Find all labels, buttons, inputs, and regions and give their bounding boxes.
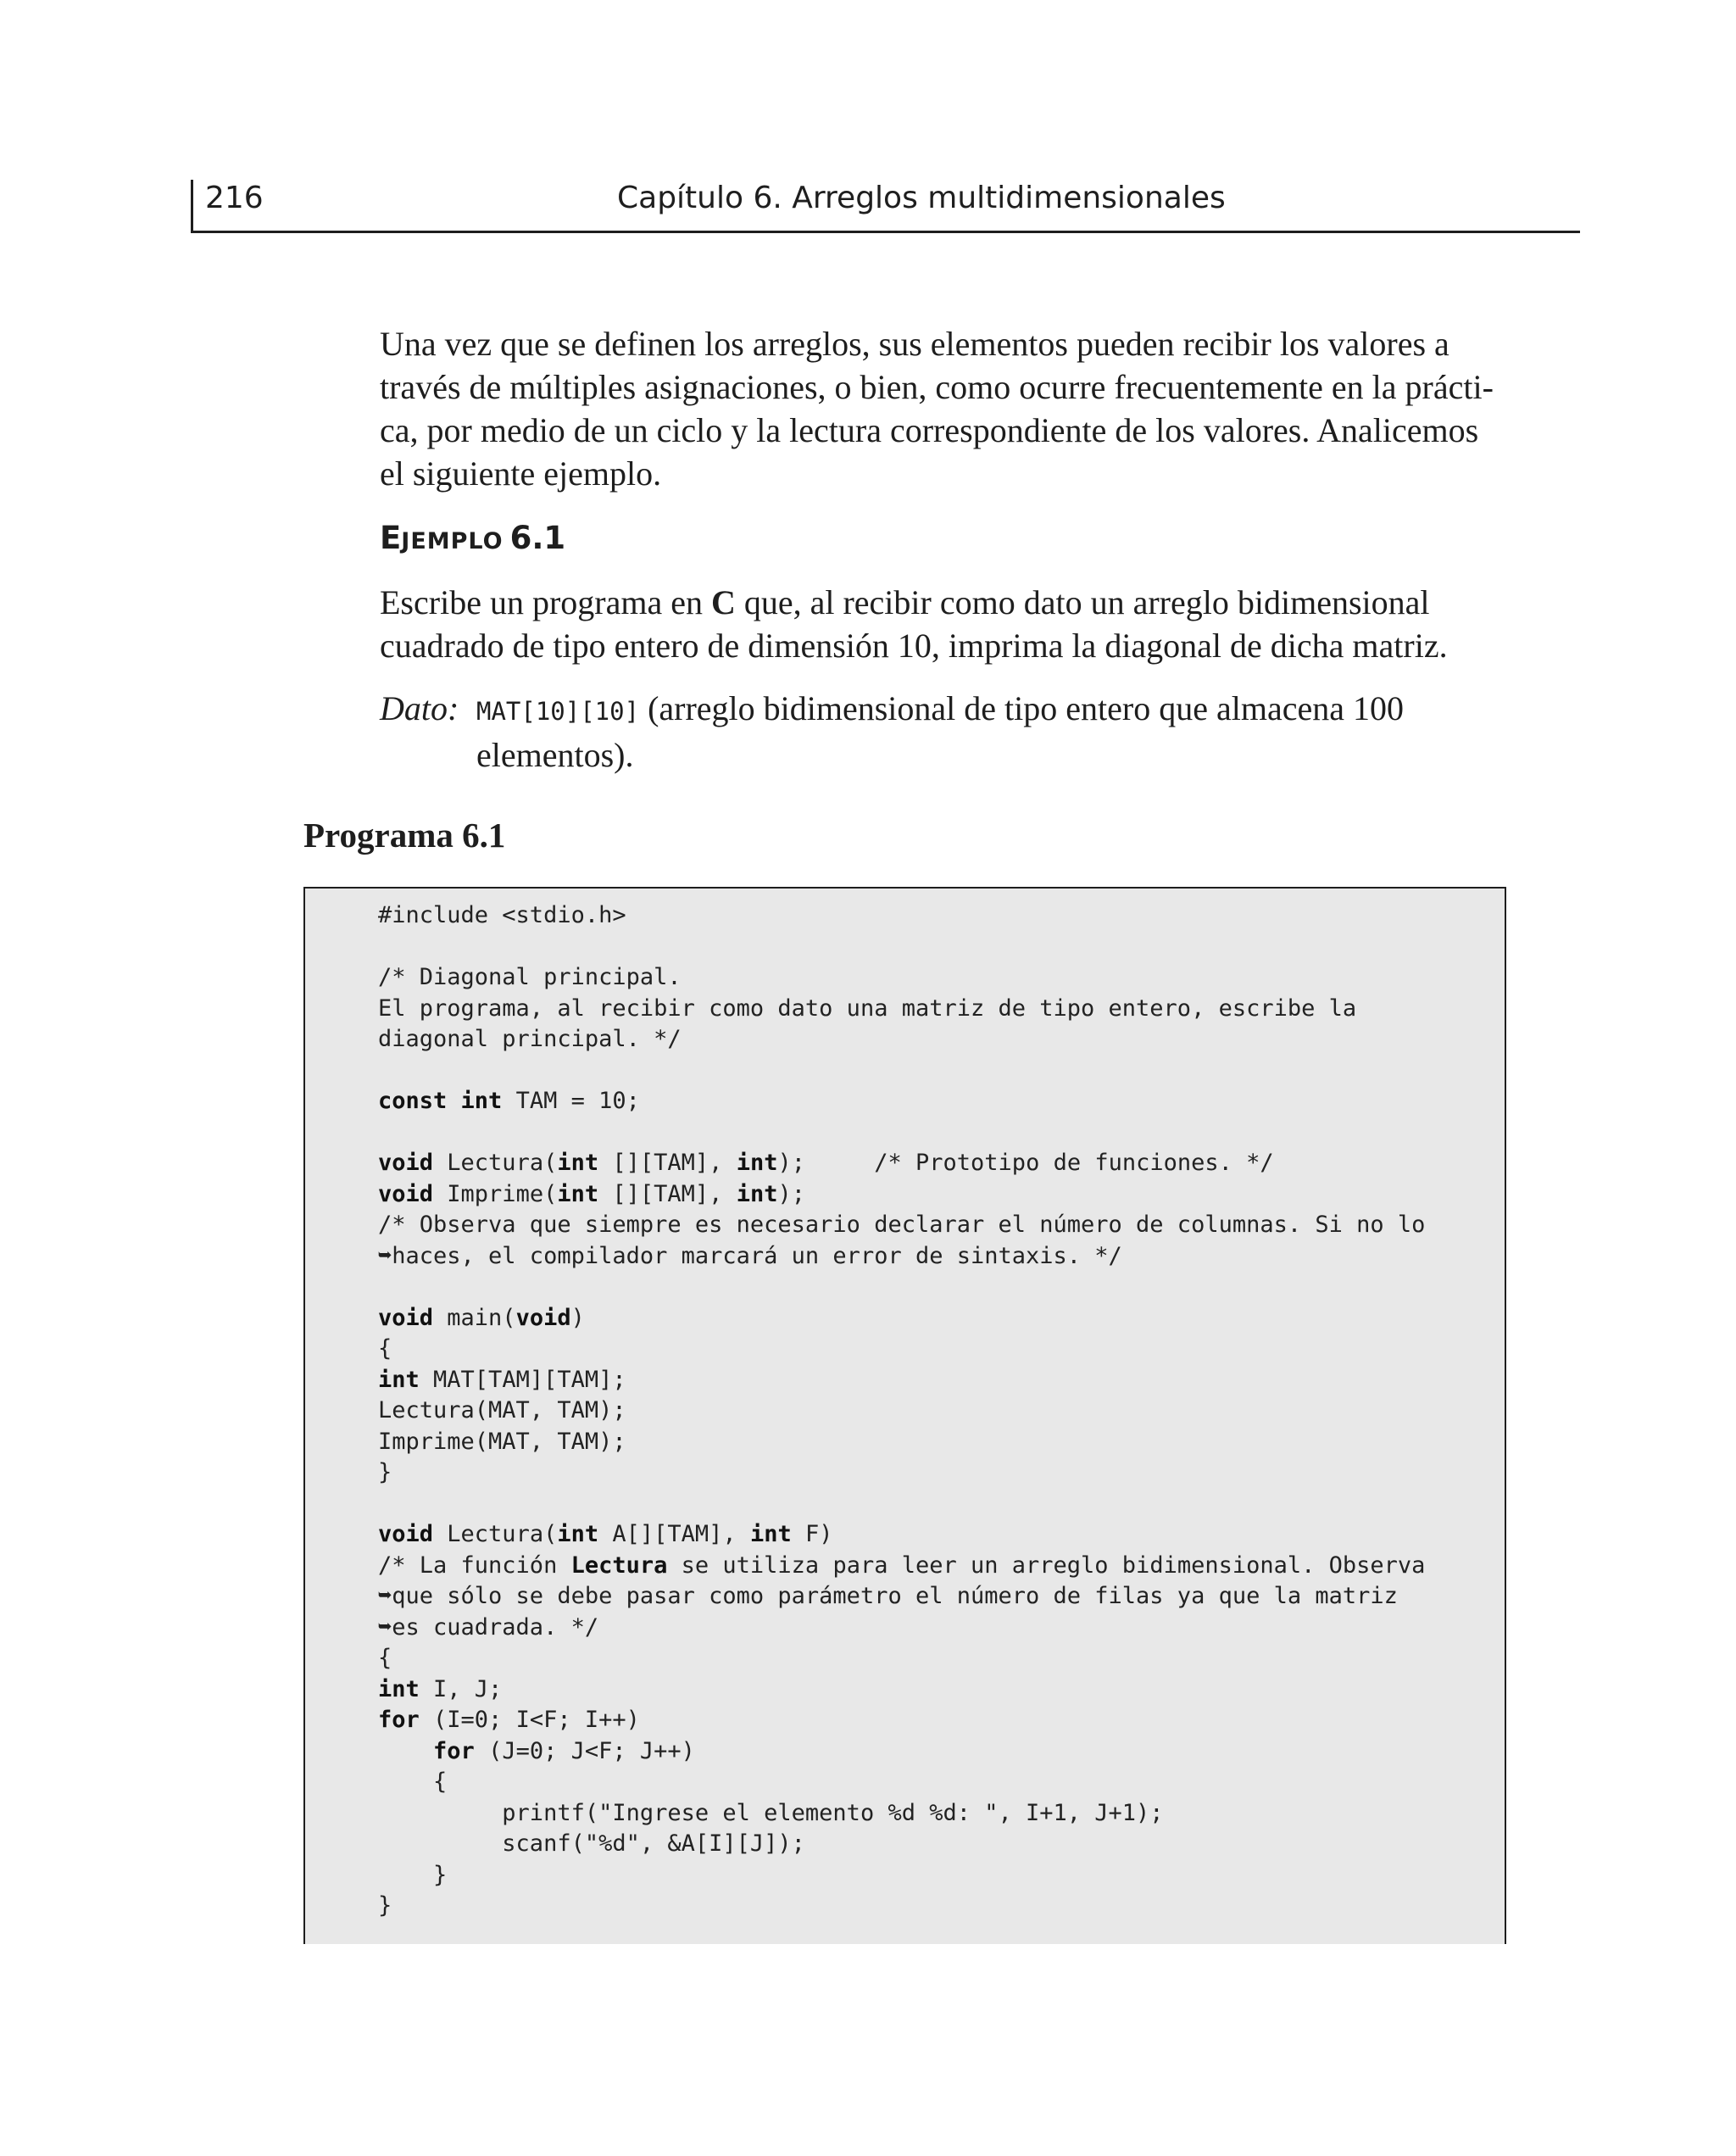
code-text: Lectura( bbox=[433, 1521, 558, 1547]
dato-label: Dato: bbox=[380, 689, 459, 727]
code-text: El programa, al recibir como dato una matriz de tipo entero, escribe la bbox=[378, 994, 1357, 1022]
code-keyword: int bbox=[557, 1521, 599, 1547]
code-listing bbox=[378, 900, 1425, 1922]
code-line bbox=[378, 1643, 1425, 1674]
code-line bbox=[378, 1272, 1425, 1303]
code-keyword: const int bbox=[378, 1088, 503, 1114]
code-line bbox=[378, 1148, 1425, 1179]
code-line bbox=[378, 1024, 1425, 1056]
code-text: [][TAM], bbox=[598, 1150, 737, 1176]
dato-description bbox=[476, 687, 1502, 777]
code-line bbox=[378, 1117, 1425, 1149]
example-statement bbox=[380, 581, 1499, 667]
code-line bbox=[378, 1179, 1425, 1211]
code-line bbox=[378, 1210, 1425, 1241]
code-text: (J=0; J<F; J++) bbox=[474, 1737, 695, 1764]
code-line bbox=[378, 1551, 1425, 1582]
code-line bbox=[378, 1241, 1425, 1273]
code-text: /* Observa que siempre es necesario declarar el número de columnas. Si no lo bbox=[378, 1212, 1426, 1238]
code-keyword: void bbox=[515, 1304, 571, 1331]
code-line bbox=[378, 1798, 1425, 1830]
code-text: #include <stdio.h> bbox=[378, 902, 626, 928]
dato-code: MAT[10][10] bbox=[476, 697, 640, 726]
code-text: Lectura( bbox=[433, 1150, 558, 1176]
code-text: /* Diagonal principal. bbox=[378, 964, 682, 990]
code-keyword: void bbox=[378, 1304, 434, 1331]
code-keyword: for bbox=[433, 1737, 475, 1764]
code-line bbox=[378, 962, 1425, 994]
code-line bbox=[378, 1581, 1425, 1613]
code-line bbox=[378, 900, 1425, 932]
code-keyword: int bbox=[749, 1521, 792, 1547]
code-text: } bbox=[378, 1861, 448, 1888]
code-text: ➥es cuadrada. */ bbox=[378, 1613, 599, 1641]
page-number: 216 bbox=[205, 181, 264, 215]
statement-text-after: que, al recibir como dato un arreglo bidimensional cuadrado de tipo entero de dimensión 10, imprima la diagonal de dicha matriz. bbox=[380, 583, 1448, 665]
code-line bbox=[378, 1736, 1425, 1768]
code-text: A[][TAM], bbox=[598, 1521, 750, 1547]
code-text: ➥que sólo se debe pasar como parámetro el número de filas ya que la matriz bbox=[378, 1583, 1398, 1609]
code-text: MAT[TAM][TAM]; bbox=[419, 1366, 626, 1393]
code-line bbox=[378, 1519, 1425, 1551]
statement-language: C bbox=[710, 583, 736, 621]
code-text: scanf("%d", &A[I][J]); bbox=[378, 1830, 805, 1857]
code-text: ); bbox=[777, 1180, 805, 1207]
code-keyword: void bbox=[378, 1150, 434, 1176]
code-line bbox=[378, 1613, 1425, 1644]
code-text: diagonal principal. */ bbox=[378, 1026, 682, 1052]
dato-text: (arreglo bidimensional de tipo entero que almacena 100 elementos). bbox=[476, 689, 1404, 774]
code-text bbox=[378, 1738, 433, 1764]
code-keyword: int bbox=[557, 1180, 599, 1207]
code-line bbox=[378, 1891, 1425, 1922]
statement-text-before: Escribe un programa en bbox=[380, 583, 711, 621]
code-line bbox=[378, 932, 1425, 963]
code-text: I, J; bbox=[419, 1675, 503, 1702]
code-keyword: int bbox=[378, 1675, 420, 1702]
code-line bbox=[378, 1457, 1425, 1489]
code-line bbox=[378, 1365, 1425, 1396]
code-text: } bbox=[378, 1459, 392, 1485]
code-keyword: for bbox=[378, 1707, 420, 1733]
code-text: ➥haces, el compilador marcará un error de sintaxis. */ bbox=[378, 1242, 1122, 1269]
code-line bbox=[378, 994, 1425, 1025]
code-text: /* La función bbox=[378, 1552, 571, 1579]
example-heading-small: JEMPLO bbox=[401, 528, 504, 554]
example-heading bbox=[380, 519, 565, 561]
code-keyword: Lectura bbox=[570, 1552, 668, 1579]
code-line bbox=[378, 1056, 1425, 1087]
code-text: { bbox=[378, 1335, 392, 1362]
code-keyword: void bbox=[378, 1180, 434, 1207]
code-text: (I=0; I<F; I++) bbox=[419, 1707, 640, 1733]
code-line bbox=[378, 1489, 1425, 1520]
code-text: { bbox=[378, 1769, 448, 1795]
intro-paragraph: Una vez que se definen los arreglos, sus elementos pueden recibir los valores a través de múltiples asignaciones, o bien, como ocurre frecuentemente en la prácti-ca, por medio de un ciclo y la lectura correspondiente de los valores. Analicemos el siguiente ejemplo. bbox=[380, 325, 1494, 493]
code-text: } bbox=[378, 1892, 392, 1919]
code-line bbox=[378, 1860, 1425, 1891]
code-line bbox=[378, 1767, 1425, 1798]
code-text: Imprime(MAT, TAM); bbox=[378, 1428, 626, 1455]
program-heading: Programa 6.1 bbox=[303, 816, 506, 855]
code-keyword: int bbox=[378, 1366, 420, 1393]
code-line bbox=[378, 1396, 1425, 1427]
code-line bbox=[378, 1674, 1425, 1706]
code-line bbox=[378, 1086, 1425, 1117]
code-text: Lectura(MAT, TAM); bbox=[378, 1397, 626, 1423]
chapter-title: Capítulo 6. Arreglos multidimensionales bbox=[617, 181, 1226, 215]
code-line bbox=[378, 1829, 1425, 1860]
code-line bbox=[378, 1427, 1425, 1458]
example-heading-cap: E bbox=[380, 520, 402, 556]
code-text: printf("Ingrese el elemento %d %d: ", I+1, J+1); bbox=[378, 1799, 1164, 1826]
code-keyword: void bbox=[378, 1521, 434, 1547]
code-text: main( bbox=[433, 1304, 516, 1331]
code-text: TAM = 10; bbox=[502, 1088, 640, 1114]
code-text: Imprime( bbox=[433, 1180, 558, 1207]
code-line bbox=[378, 1334, 1425, 1365]
code-keyword: int bbox=[557, 1150, 599, 1176]
code-text: F) bbox=[791, 1521, 833, 1547]
code-text: { bbox=[378, 1645, 392, 1671]
code-line bbox=[378, 1705, 1425, 1736]
code-text: ); /* Prototipo de funciones. */ bbox=[777, 1150, 1274, 1176]
code-text: [][TAM], bbox=[598, 1180, 737, 1207]
code-line bbox=[378, 1303, 1425, 1334]
code-listing-box bbox=[303, 887, 1506, 1944]
code-keyword: int bbox=[736, 1180, 778, 1207]
code-keyword: int bbox=[736, 1150, 778, 1176]
code-text: se utiliza para leer un arreglo bidimensional. Observa bbox=[667, 1552, 1426, 1579]
page-header bbox=[191, 180, 1580, 233]
code-text: ) bbox=[570, 1304, 585, 1331]
example-number: 6.1 bbox=[509, 520, 566, 556]
